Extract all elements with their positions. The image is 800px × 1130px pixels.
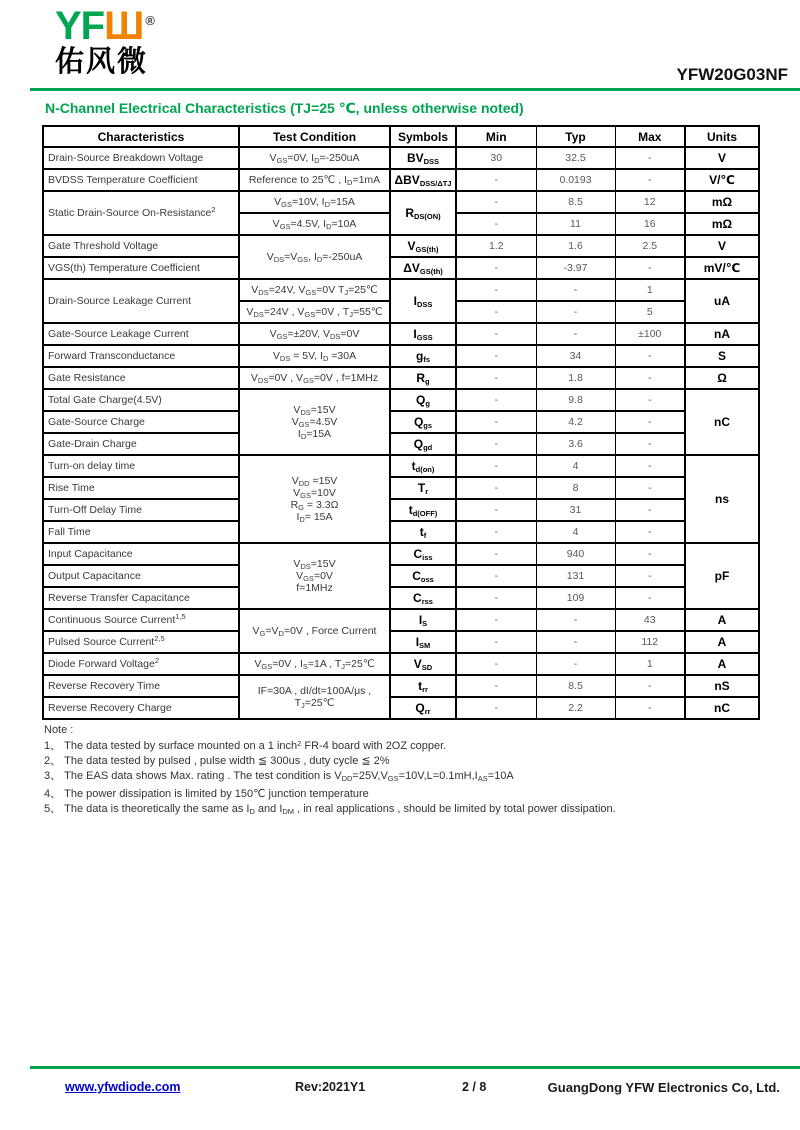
note-line-5: 5、 The data is theoretically the same as $I_D$ and $I_{DM}$ , in real applications , should be limited by total power dissipation.	[44, 803, 616, 816]
table-row	[43, 323, 759, 345]
cell-typ: 8.5	[536, 675, 615, 697]
cell-test-condition: $V_G=V_D=0V$ , Force Current	[239, 609, 390, 653]
cell-max: -	[615, 389, 685, 411]
cell-characteristic: Input Capacitance	[43, 543, 239, 565]
cell-max: -	[615, 169, 685, 191]
table-row	[43, 631, 759, 653]
cell-typ: -	[536, 653, 615, 675]
cell-typ: 4.2	[536, 411, 615, 433]
cell-min: -	[456, 653, 536, 675]
cell-min: -	[456, 279, 536, 301]
cell-characteristic: Diode Forward Voltage$^2$	[43, 653, 239, 675]
cell-typ: 31	[536, 499, 615, 521]
cell-symbol: $I_S$	[390, 609, 456, 631]
cell-characteristic: Rise Time	[43, 477, 239, 499]
table-row	[43, 587, 759, 609]
cell-unit: A	[685, 653, 759, 675]
cell-min: -	[456, 565, 536, 587]
table-row	[43, 279, 759, 301]
table-row	[43, 609, 759, 631]
table-body	[43, 147, 759, 719]
cell-symbol: $g_{fs}$	[390, 345, 456, 367]
column-header-characteristics: Characteristics	[43, 126, 239, 147]
column-header-typ: Typ	[536, 126, 615, 147]
table-row	[43, 345, 759, 367]
table-row	[43, 257, 759, 279]
cell-typ: 11	[536, 213, 615, 235]
cell-min: -	[456, 543, 536, 565]
cell-characteristic: Gate Threshold Voltage	[43, 235, 239, 257]
cell-max: -	[615, 257, 685, 279]
cell-symbol: $I_{GSS}$	[390, 323, 456, 345]
table-row	[43, 675, 759, 697]
cell-symbol: $I_{SM}$	[390, 631, 456, 653]
cell-typ: 3.6	[536, 433, 615, 455]
cell-min: -	[456, 301, 536, 323]
cell-symbol: $t_f$	[390, 521, 456, 543]
cell-max: -	[615, 433, 685, 455]
note-line-3: 3、 The EAS data shows Max. rating . The test condition is $V_{DD}=25V,V_{GS}=10V,L=0.1mH,I_{AS}=10A$	[44, 770, 514, 783]
cell-unit: nA	[685, 323, 759, 345]
table-row	[43, 499, 759, 521]
logo-text-orange: Ш	[104, 4, 144, 48]
cell-symbol: $I_{DSS}$	[390, 279, 456, 323]
cell-characteristic: BVDSS Temperature Coefficient	[43, 169, 239, 191]
cell-symbol: $V_{SD}$	[390, 653, 456, 675]
cell-typ: 4	[536, 455, 615, 477]
cell-symbol: $BV_{DSS}$	[390, 147, 456, 169]
cell-symbol: $R_{DS(ON)}$	[390, 191, 456, 235]
cell-test-condition: $V_{GS}=0V$ , $I_S=1A$ , $T_J=25℃$	[239, 653, 390, 675]
cell-symbol: $T_r$	[390, 477, 456, 499]
cell-min: -	[456, 499, 536, 521]
table-row	[43, 697, 759, 719]
column-header-test-condition: Test Condition	[239, 126, 390, 147]
cell-characteristic: Total Gate Charge(4.5V)	[43, 389, 239, 411]
cell-unit: A	[685, 609, 759, 631]
revision-label: Rev:2021Y1	[295, 1080, 366, 1094]
cell-typ: 4	[536, 521, 615, 543]
cell-test-condition: $V_{DS} = 5V$, $I_D =30A$	[239, 345, 390, 367]
cell-symbol: $t_{d(on)}$	[390, 455, 456, 477]
cell-unit: mV/℃	[685, 257, 759, 279]
footer-divider	[30, 1066, 800, 1069]
cell-test-condition: $V_{GS}=10V$, $I_D=15A$	[239, 191, 390, 213]
cell-unit: mΩ	[685, 213, 759, 235]
cell-max: -	[615, 411, 685, 433]
cell-min: -	[456, 169, 536, 191]
cell-max: -	[615, 147, 685, 169]
cell-unit: nC	[685, 389, 759, 455]
column-header-max: Max	[615, 126, 685, 147]
cell-symbol: $\Delta BV_{DSS/\Delta TJ}$	[390, 169, 456, 191]
cell-test-condition: $V_{DS}=24V$ , $V_{GS}=0V$ , $T_J=55℃$	[239, 301, 390, 323]
cell-min: -	[456, 323, 536, 345]
yfw-logo-icon	[55, 6, 154, 46]
cell-unit: A	[685, 631, 759, 653]
company-logo	[55, 6, 154, 77]
cell-max: 112	[615, 631, 685, 653]
table-header-row	[43, 126, 759, 147]
cell-typ: 8	[536, 477, 615, 499]
cell-symbol: $R_g$	[390, 367, 456, 389]
cell-characteristic: Reverse Recovery Charge	[43, 697, 239, 719]
logo-text-green: YF	[55, 4, 105, 48]
table-row	[43, 411, 759, 433]
cell-max: 1	[615, 653, 685, 675]
cell-max: 1	[615, 279, 685, 301]
cell-max: 12	[615, 191, 685, 213]
cell-min: -	[456, 191, 536, 213]
table-row	[43, 389, 759, 411]
cell-symbol: $\Delta V_{GS(th)}$	[390, 257, 456, 279]
cell-min: 1.2	[456, 235, 536, 257]
note-line-4: 4、 The power dissipation is limited by 150℃ junction temperature	[44, 788, 369, 800]
cell-test-condition: $V_{GS}=4.5V$, $I_D=10A$	[239, 213, 390, 235]
cell-typ: 109	[536, 587, 615, 609]
cell-unit: ns	[685, 455, 759, 543]
note-line-1: 1、 The data tested by surface mounted on a 1 inch$^2$ FR-4 board with 2OZ copper.	[44, 739, 447, 752]
cell-test-condition: $V_{DS}=V_{GS}$, $I_D=-250uA$	[239, 235, 390, 279]
cell-max: -	[615, 587, 685, 609]
cell-symbol: $C_{oss}$	[390, 565, 456, 587]
cell-typ: 8.5	[536, 191, 615, 213]
cell-min: -	[456, 477, 536, 499]
cell-min: -	[456, 411, 536, 433]
company-name: GuangDong YFW Electronics Co, Ltd.	[547, 1080, 780, 1095]
cell-typ: -	[536, 279, 615, 301]
cell-characteristic: Turn-Off Delay Time	[43, 499, 239, 521]
cell-characteristic: Fall Time	[43, 521, 239, 543]
cell-typ: 34	[536, 345, 615, 367]
cell-typ: -	[536, 301, 615, 323]
table-row	[43, 521, 759, 543]
cell-min: -	[456, 455, 536, 477]
cell-test-condition: $V_{DS}=24V$, $V_{GS}=0V$ $T_J=25℃$	[239, 279, 390, 301]
cell-max: ±100	[615, 323, 685, 345]
cell-characteristic: Gate-Source Charge	[43, 411, 239, 433]
cell-unit: uA	[685, 279, 759, 323]
cell-unit: S	[685, 345, 759, 367]
cell-min: -	[456, 257, 536, 279]
cell-characteristic: Static Drain-Source On-Resistance$^2$	[43, 191, 239, 235]
cell-typ: 9.8	[536, 389, 615, 411]
cell-max: -	[615, 367, 685, 389]
cell-characteristic: Reverse Transfer Capacitance	[43, 587, 239, 609]
cell-typ: -3.97	[536, 257, 615, 279]
cell-characteristic: Output Capacitance	[43, 565, 239, 587]
cell-max: -	[615, 675, 685, 697]
cell-min: -	[456, 389, 536, 411]
cell-unit: V	[685, 235, 759, 257]
cell-characteristic: Gate-Drain Charge	[43, 433, 239, 455]
cell-min: -	[456, 631, 536, 653]
cell-characteristic: Forward Transconductance	[43, 345, 239, 367]
cell-unit: mΩ	[685, 191, 759, 213]
cell-test-condition: $V_{DS}=0V$ , $V_{GS}=0V$ , f=1MHz	[239, 367, 390, 389]
cell-characteristic: Turn-on delay time	[43, 455, 239, 477]
cell-min: -	[456, 697, 536, 719]
cell-max: -	[615, 477, 685, 499]
cell-min: -	[456, 367, 536, 389]
cell-max: -	[615, 345, 685, 367]
header-divider	[30, 88, 800, 91]
cell-characteristic: Gate Resistance	[43, 367, 239, 389]
table-row	[43, 169, 759, 191]
cell-typ: 1.6	[536, 235, 615, 257]
website-link[interactable]: www.yfwdiode.com	[65, 1080, 181, 1094]
cell-symbol: $C_{iss}$	[390, 543, 456, 565]
cell-min: 30	[456, 147, 536, 169]
cell-max: -	[615, 455, 685, 477]
page-header	[0, 0, 800, 88]
registered-trademark-icon: ®	[145, 12, 154, 28]
cell-typ: 0.0193	[536, 169, 615, 191]
cell-typ: -	[536, 631, 615, 653]
cell-min: -	[456, 609, 536, 631]
logo-chinese-name: 佑风微	[55, 46, 149, 78]
cell-characteristic: Drain-Source Leakage Current	[43, 279, 239, 323]
cell-unit: Ω	[685, 367, 759, 389]
cell-typ: 1.8	[536, 367, 615, 389]
cell-typ: -	[536, 609, 615, 631]
page-footer	[0, 1066, 800, 1130]
page-title: N-Channel Electrical Characteristics (TJ=25 ℃, unless otherwise noted)	[45, 100, 524, 116]
cell-characteristic: Reverse Recovery Time	[43, 675, 239, 697]
cell-symbol: $t_{rr}$	[390, 675, 456, 697]
cell-unit: V/℃	[685, 169, 759, 191]
cell-max: -	[615, 697, 685, 719]
cell-characteristic: VGS(th) Temperature Coefficient	[43, 257, 239, 279]
cell-typ: 32.5	[536, 147, 615, 169]
page-number: 2 / 8	[462, 1080, 487, 1094]
table-row	[43, 565, 759, 587]
column-header-symbols: Symbols	[390, 126, 456, 147]
cell-unit: pF	[685, 543, 759, 609]
cell-symbol: $Q_g$	[390, 389, 456, 411]
table-row	[43, 147, 759, 169]
note-line-2: 2、 The data tested by pulsed , pulse width ≦ 300us , duty cycle ≦ 2%	[44, 755, 390, 767]
cell-unit: nC	[685, 697, 759, 719]
cell-symbol: $V_{GS(th)}$	[390, 235, 456, 257]
cell-test-condition: $V_{GS}=\pm 20V$, $V_{DS}=0V$	[239, 323, 390, 345]
cell-max: 2.5	[615, 235, 685, 257]
column-header-units: Units	[685, 126, 759, 147]
cell-typ: 2.2	[536, 697, 615, 719]
characteristics-table	[42, 125, 760, 720]
cell-min: -	[456, 675, 536, 697]
cell-symbol: $Q_{gs}$	[390, 411, 456, 433]
part-number: YFW20G03NF	[676, 65, 788, 84]
table-row	[43, 455, 759, 477]
cell-unit: nS	[685, 675, 759, 697]
table-row	[43, 433, 759, 455]
cell-max: -	[615, 543, 685, 565]
cell-characteristic: Pulsed Source Current$^{2,5}$	[43, 631, 239, 653]
cell-test-condition: $V_{DD} =15V$ $V_{GS}=10V$ $R_G = 3.3\Omega$ $I_D= 15A$	[239, 455, 390, 543]
cell-min: -	[456, 587, 536, 609]
cell-max: -	[615, 499, 685, 521]
column-header-min: Min	[456, 126, 536, 147]
cell-test-condition: $V_{DS}=15V$ $V_{GS}=4.5V$ $I_D=15A$	[239, 389, 390, 455]
cell-max: -	[615, 521, 685, 543]
cell-test-condition: $V_{GS}=0V$, $I_D=-250uA$	[239, 147, 390, 169]
cell-min: -	[456, 521, 536, 543]
cell-test-condition: IF=30A , dI/dt=100A/μs , $T_J=25℃$	[239, 675, 390, 719]
cell-characteristic: Gate-Source Leakage Current	[43, 323, 239, 345]
cell-max: 43	[615, 609, 685, 631]
cell-symbol: $Q_{gd}$	[390, 433, 456, 455]
cell-typ: -	[536, 323, 615, 345]
table-row	[43, 653, 759, 675]
cell-test-condition: $V_{DS}=15V$ $V_{GS}=0V$ f=1MHz	[239, 543, 390, 609]
cell-typ: 131	[536, 565, 615, 587]
note-heading: Note :	[44, 724, 74, 736]
cell-characteristic: Continuous Source Current$^{1,5}$	[43, 609, 239, 631]
cell-unit: V	[685, 147, 759, 169]
cell-max: -	[615, 565, 685, 587]
cell-test-condition: Reference to 25℃ , $I_D=1mA$	[239, 169, 390, 191]
cell-typ: 940	[536, 543, 615, 565]
table-row	[43, 235, 759, 257]
cell-symbol: $Q_{rr}$	[390, 697, 456, 719]
notes-section	[44, 724, 800, 819]
cell-max: 5	[615, 301, 685, 323]
table-row	[43, 477, 759, 499]
cell-symbol: $t_{d(OFF)}$	[390, 499, 456, 521]
cell-max: 16	[615, 213, 685, 235]
table-row	[43, 543, 759, 565]
cell-characteristic: Drain-Source Breakdown Voltage	[43, 147, 239, 169]
cell-symbol: $C_{rss}$	[390, 587, 456, 609]
table-row	[43, 191, 759, 213]
table-row	[43, 367, 759, 389]
cell-min: -	[456, 213, 536, 235]
cell-min: -	[456, 433, 536, 455]
cell-min: -	[456, 345, 536, 367]
